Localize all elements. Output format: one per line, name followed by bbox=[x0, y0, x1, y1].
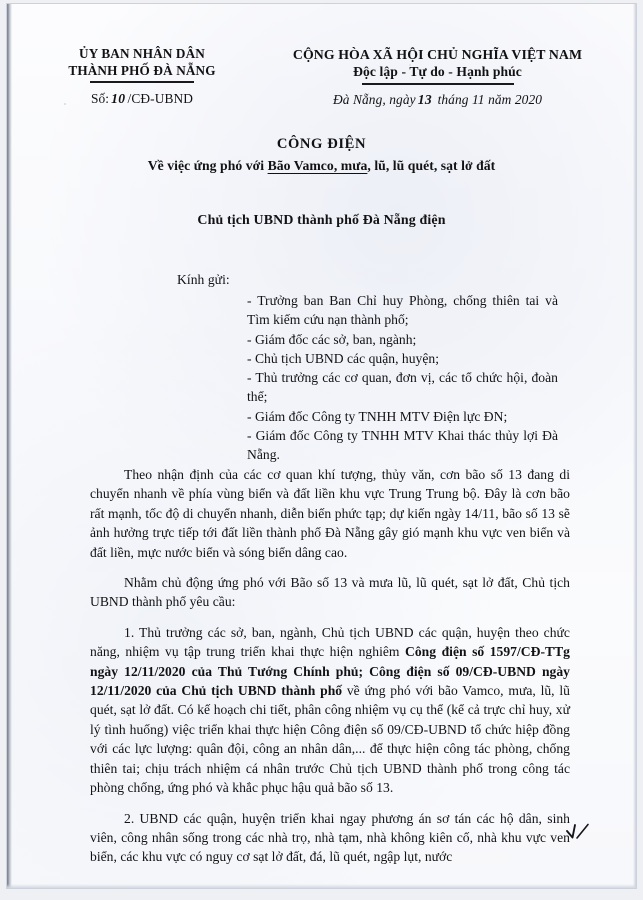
document-content bbox=[7, 4, 636, 888]
issuing-org-line-1: ỦY BAN NHÂN DÂN bbox=[79, 46, 205, 61]
document-page bbox=[7, 4, 636, 888]
list-item: - Trưởng ban Ban Chỉ huy Phòng, chống thiên tai và Tìm kiếm cứu nạn thành phố; bbox=[247, 293, 558, 328]
header-rule-right bbox=[362, 83, 514, 85]
item1-text-part-2: về ứng phó với bão Vamco, mưa, lũ, lũ quét, sạt lở đất. Có kế hoạch chi tiết, phân công nhiệm vụ cụ thể (kể cả trực chỉ huy, xử lý tình huống) việc triển khai thực hiện Công điện số 09/CĐ-UBND tổ chức hiệp đồng với các lực lượng: quân đội, công an nhân dân,... để thực hiện công tác phòng, chống thiên tai; chịu trách nhiệm cá nhân trước Chủ tịch UBND thành phố trong công tác phòng chống, ứng phó và khắc phục hậu quả bão số 13. bbox=[90, 683, 570, 796]
subtitle-prefix: Về việc ứng phó với bbox=[147, 158, 268, 173]
national-title: CỘNG HÒA XÃ HỘI CHỦ NGHĨA VIỆT NAM bbox=[292, 47, 583, 62]
handwritten-checkmark-icon bbox=[565, 822, 591, 844]
list-item: - Thủ trưởng các cơ quan, đơn vị, các tổ chức hội, đoàn thể; bbox=[247, 370, 558, 405]
list-item: - Chủ tịch UBND các quận, huyện; bbox=[247, 350, 440, 366]
subtitle-underlined-part: Bão Vamco, mưa bbox=[267, 158, 368, 173]
salutation-label: Kính gửi: bbox=[177, 272, 230, 287]
issuer-line: Chủ tịch UBND thành phố Đà Nẵng điện bbox=[197, 213, 446, 228]
document-body bbox=[90, 465, 570, 867]
issuing-org-line-2: THÀNH PHỐ ĐÀ NẴNG bbox=[68, 62, 216, 78]
national-motto: Độc lập - Tự do - Hạnh phúc bbox=[353, 64, 522, 79]
list-item: - Giám đốc Công ty TNHH MTV Điện lực ĐN; bbox=[247, 408, 508, 424]
paragraph-intro: Theo nhận định của các cơ quan khí tượng, thủy văn, cơn bão số 13 đang di chuyển nhanh về phía vùng biển và đất liền khu vực Trung Trung bộ. Đây là cơn bão rất mạnh, tốc độ di chuyển nhanh, diễn biến phức tạp; dự kiến ngày 14/11, bão số 13 sẽ ảnh hưởng trực tiếp tới đất liền thành phố Đà Nẵng gây gió mạnh khu vực ven biển và đất liền, mực nước biển và sóng biển dâng cao. bbox=[90, 467, 570, 560]
document-title-block bbox=[7, 135, 636, 175]
document-title: CÔNG ĐIỆN bbox=[276, 136, 367, 152]
date-day-handwritten: 13 bbox=[417, 91, 433, 107]
date-month: tháng 11 bbox=[437, 91, 485, 107]
document-number-suffix: /CĐ-UBND bbox=[127, 90, 194, 106]
list-item: - Giám đốc Công ty TNHH MTV Khai thác thủy lợi Đà Nẵng. bbox=[247, 428, 558, 463]
issuing-authority-block bbox=[7, 46, 259, 107]
place-date-prefix: Đà Nẵng, ngày bbox=[332, 91, 416, 107]
item1-referenced-documents: Công điện số 1597/CĐ-TTg ngày 12/11/2020 của Thủ Tướng Chính phủ; Công điện số 09/CĐ-UBND ngày 12/11/2020 của Chủ tịch UBND thành phố bbox=[90, 644, 570, 699]
document-header bbox=[7, 46, 636, 108]
item1-text-part-1: 1. Thủ trưởng các sở, ban, ngành, Chủ tịch UBND các quận, huyện theo chức năng, nhiệm vụ tập trung triển khai thực hiện nghiêm bbox=[90, 624, 570, 660]
paragraph-item-2: 2. UBND các quận, huyện triển khai ngay phương án sơ tán các hộ dân, sinh viên, công nhân sống trong các nhà trọ, nhà tạm, nhà không kiên cố, nhà khu vực ven biển, các khu vực có nguy cơ sạt lở đất, đá, lũ quét, ngập lụt, nước bbox=[90, 810, 570, 865]
recipient-list bbox=[247, 291, 558, 465]
date-year: năm 2020 bbox=[488, 91, 543, 107]
header-rule-left bbox=[90, 81, 194, 83]
subtitle-suffix: , lũ, lũ quét, sạt lở đất bbox=[367, 158, 496, 173]
document-subtitle bbox=[7, 156, 636, 175]
document-number-line bbox=[25, 91, 259, 107]
document-number-label: Số: bbox=[90, 90, 110, 106]
document-number-handwritten: 10 bbox=[111, 90, 126, 106]
paragraph-item-1 bbox=[90, 623, 570, 798]
recipient-list-items bbox=[247, 291, 558, 465]
paragraph-purpose: Nhằm chủ động ứng phó với Bão số 13 và mưa lũ, lũ quét, sạt lở đất, Chủ tịch UBND thành phố yêu cầu: bbox=[90, 575, 570, 610]
place-and-date-line bbox=[259, 92, 616, 108]
national-heading-block bbox=[259, 46, 636, 108]
list-item: - Giám đốc các sở, ban, ngành; bbox=[247, 331, 417, 347]
